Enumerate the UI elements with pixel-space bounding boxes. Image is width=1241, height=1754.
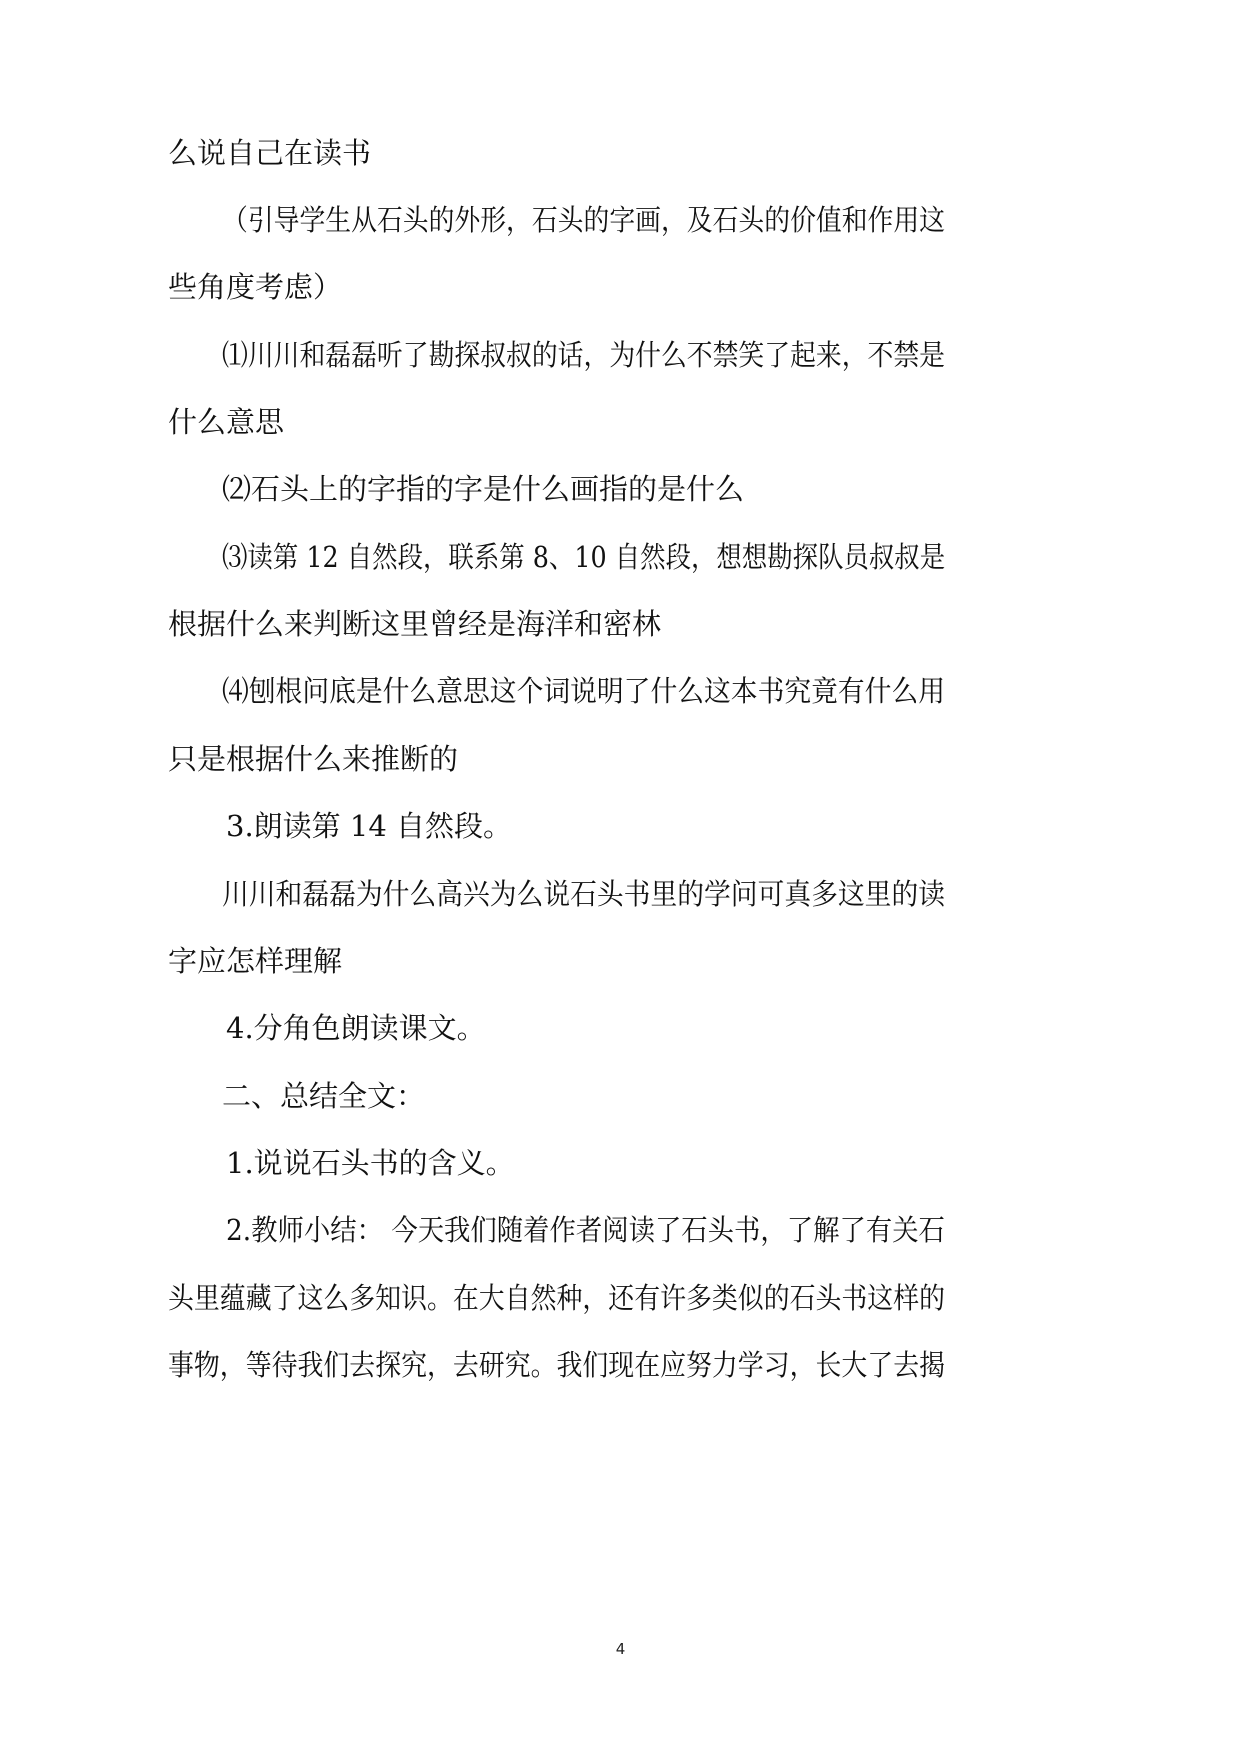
text-line: 什么意思 [168,405,285,439]
text-line: 川川和磊磊为什么高兴为么说石头书里的学问可真多这里的读 [222,877,946,911]
text-line: ⑴川川和磊磊听了勘探叔叔的话，为什么不禁笑了起来，不禁是 [222,338,946,372]
section-heading: 二、总结全文： [222,1079,426,1113]
text-line: 只是根据什么来推断的 [168,742,459,776]
text-line: 2.教师小结： 今天我们随着作者阅读了石头书，了解了有关石 [226,1213,945,1247]
text-line: 些角度考虑） [168,270,343,304]
text-line: 4.分角色朗读课文。 [226,1011,486,1045]
text-line: ⑶读第 12 自然段，联系第 8、10 自然段，想想勘探队员叔叔是 [222,540,946,574]
text-line: 么说自己在读书 [168,136,372,170]
text-line: ⑷刨根问底是什么意思这个词说明了什么这本书究竟有什么用 [222,674,946,708]
text-line: ⑵石头上的字指的字是什么画指的是什么 [222,472,745,506]
page-number: 4 [615,1640,626,1658]
text-line: （引导学生从石头的外形，石头的字画，及石头的价值和作用这 [222,203,946,237]
text-line: 3.朗读第 14 自然段。 [226,809,513,843]
text-line: 字应怎样理解 [168,944,343,978]
text-line: 事物，等待我们去探究，去研究。我们现在应努力学习，长大了去揭 [168,1348,946,1382]
text-line: 1.说说石头书的含义。 [226,1146,515,1180]
text-line: 根据什么来判断这里曾经是海洋和密林 [168,607,662,641]
text-line: 头里蕴藏了这么多知识。在大自然种，还有许多类似的石头书这样的 [168,1281,946,1315]
